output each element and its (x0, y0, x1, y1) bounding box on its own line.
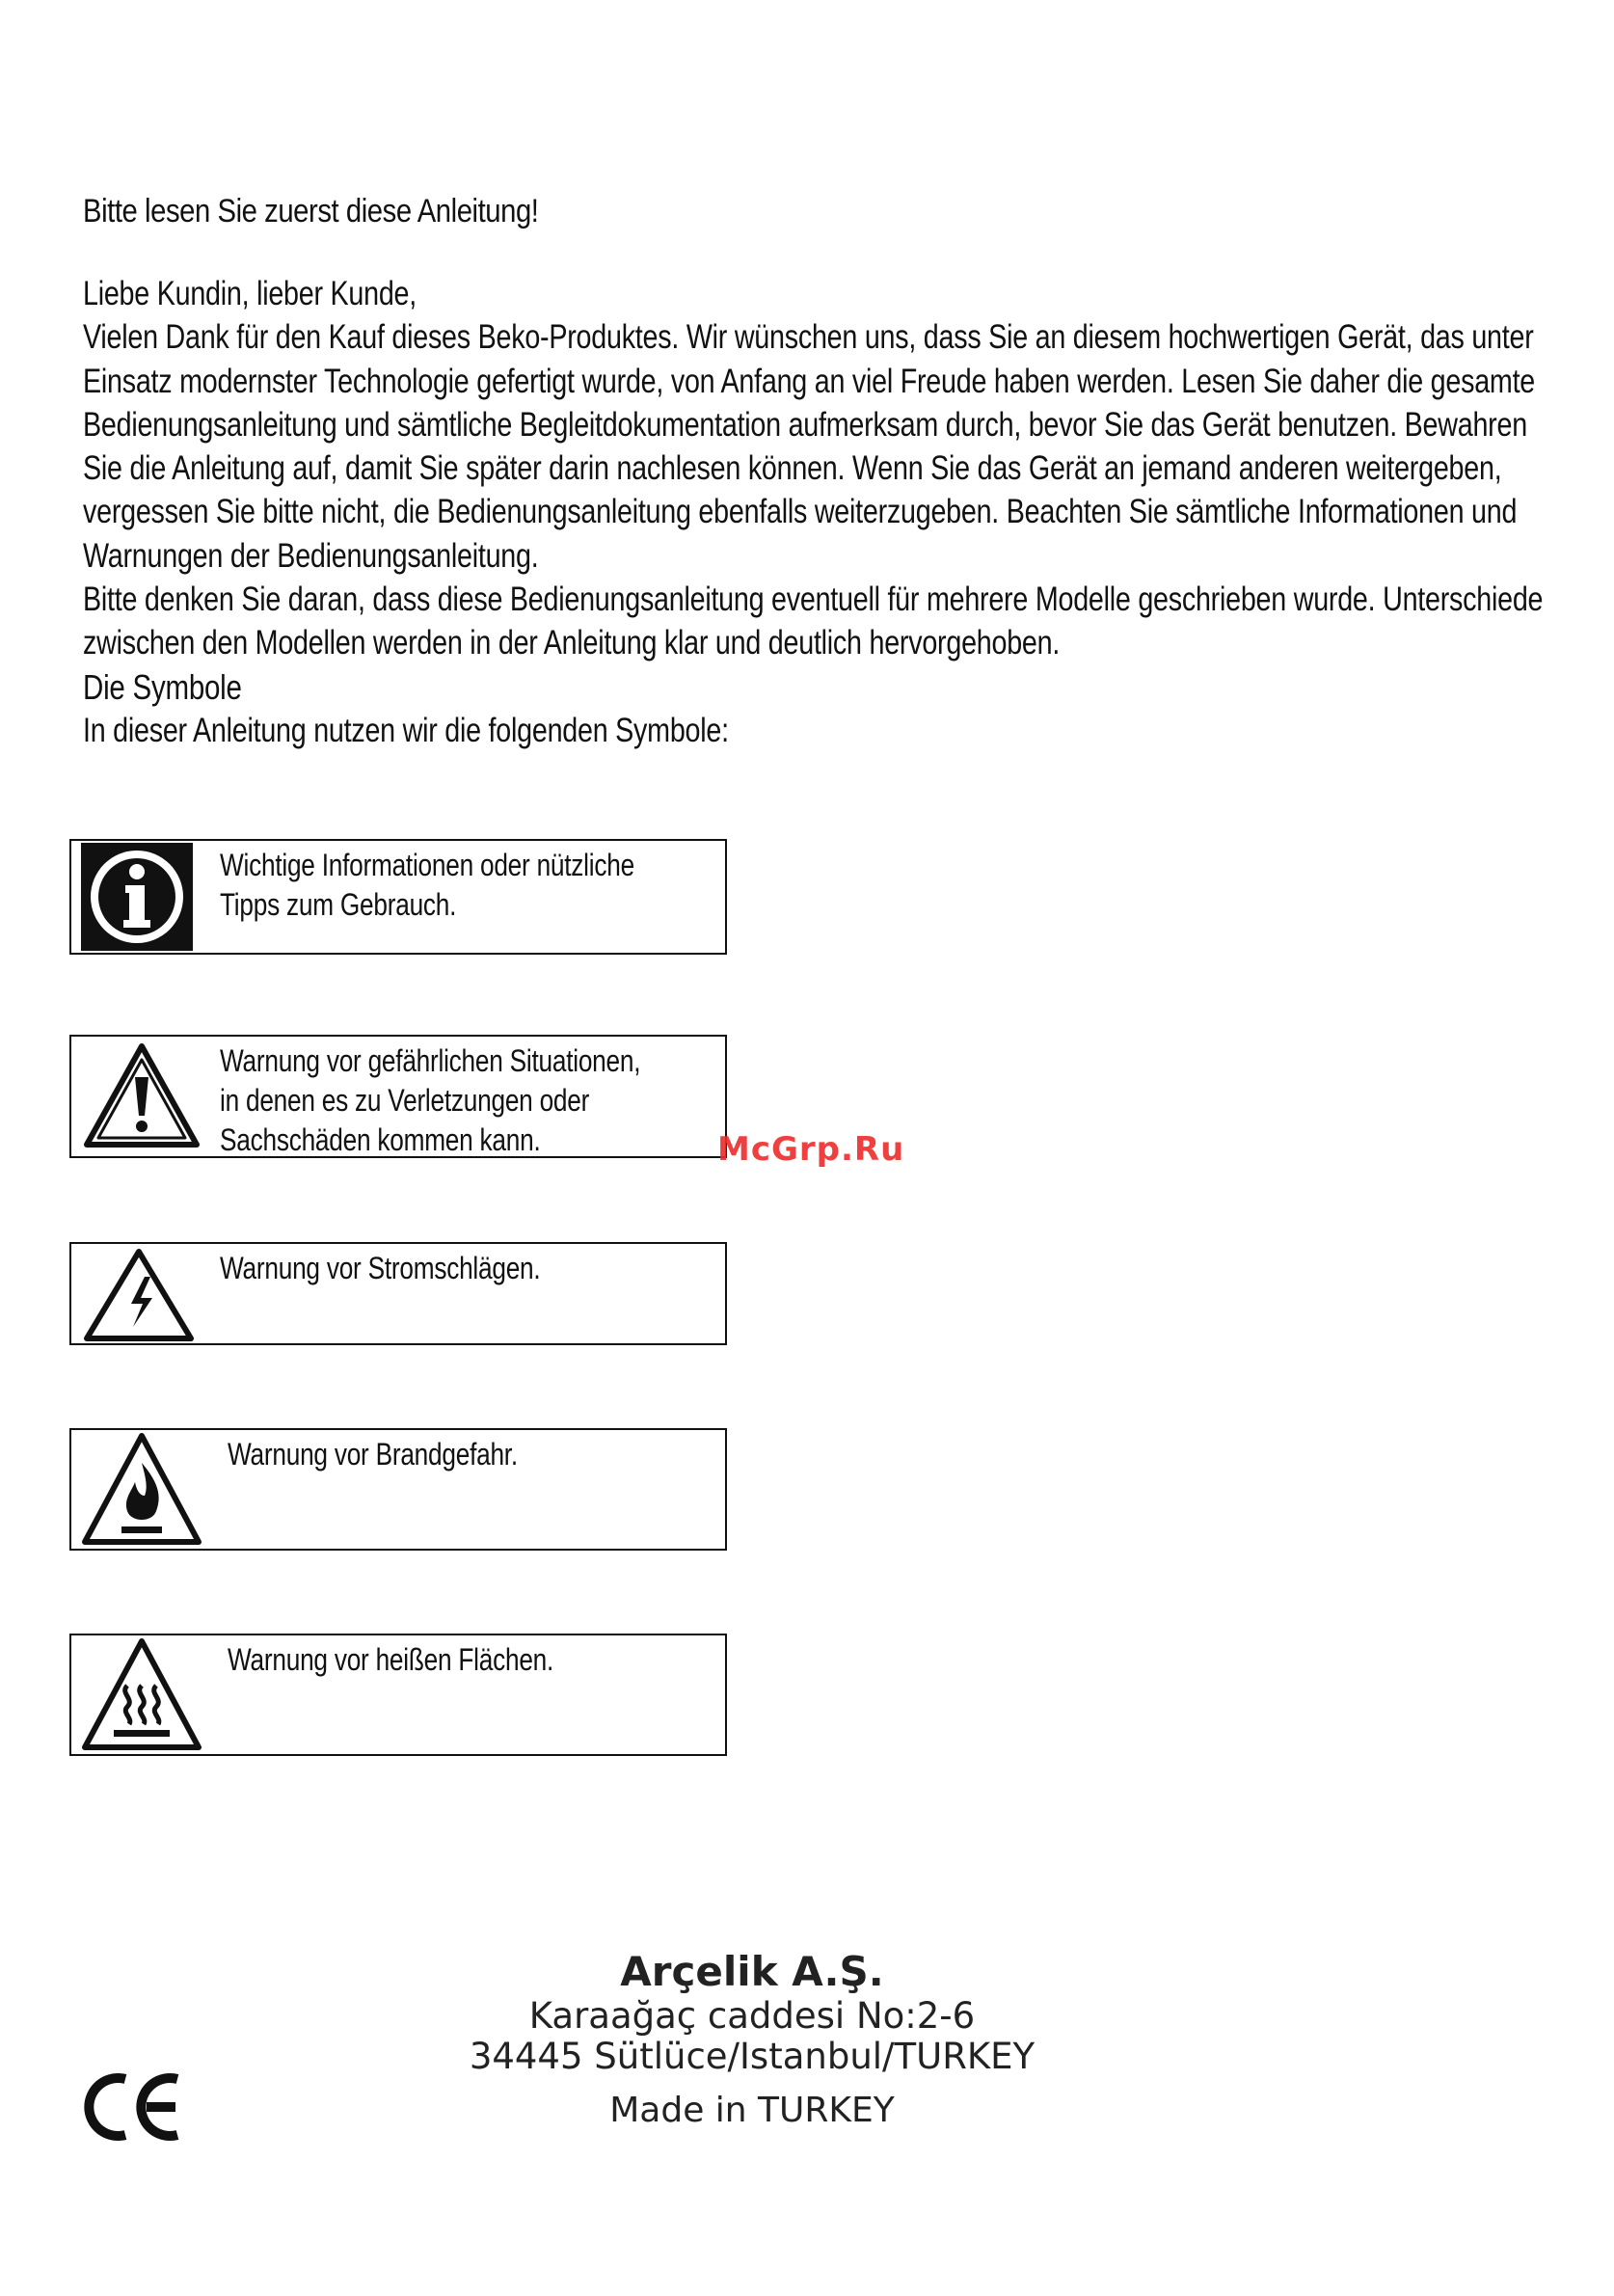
watermark: McGrp.Ru (717, 1130, 905, 1169)
electric-shock-icon (81, 1248, 197, 1342)
symbols-lead: In dieser Anleitung nutzen wir die folgenden Symbole: (83, 711, 729, 749)
intro-text (83, 272, 1553, 752)
warning-exclamation-icon (81, 1040, 202, 1152)
manufacturer-address (463, 1948, 1041, 2131)
symbol-text-info: Wichtige Informationen oder nützliche Tipps zum Gebrauch. (220, 848, 634, 922)
intro-paragraph-1: Vielen Dank für den Kauf dieses Beko-Produktes. Wir wünschen uns, dass Sie an diesem hochwertigen Gerät, das unter Einsatz modernster Technologie gefertigt wurde, von Anfang an viel Freude haben werden. Lesen Sie daher die gesamte Bedienungsanleitung und sämtliche Begleitdokumentation aufmerksam durch, bevor Sie das Gerät benutzen. Bewahren Sie die Anleitung auf, damit Sie später darin nachlesen können. Wenn Sie das Gerät an jemand anderen weitergeben, vergessen Sie bitte nicht, die Bedienungsanleitung ebenfalls weiterzugeben. Beachten Sie sämtliche Informationen und Warnungen der Bedienungsanleitung. (83, 318, 1536, 575)
symbol-text-hot-surface: Warnung vor heißen Flächen. (228, 1642, 554, 1677)
ce-mark-icon (83, 2071, 183, 2143)
symbol-box-hot-surface (69, 1634, 727, 1756)
symbol-text-warning: Warnung vor gefährlichen Situationen, in denen es zu Verletzungen oder Sachschäden kommen kann. (220, 1043, 641, 1157)
intro-paragraph-2: Bitte denken Sie daran, dass diese Bedienungsanleitung eventuell für mehrere Modelle geschrieben wurde. Unterschiede zwischen den Modellen werden in der Anleitung klar und deutlich hervorgehoben. (83, 581, 1544, 662)
symbol-box-electric (69, 1242, 727, 1345)
made-in: Made in TURKEY (609, 2091, 895, 2130)
symbol-box-fire (69, 1428, 727, 1551)
symbol-text-fire: Warnung vor Brandgefahr. (228, 1437, 518, 1472)
hot-surface-icon (81, 1637, 202, 1753)
symbol-box-warning (69, 1035, 727, 1158)
info-icon (81, 843, 193, 951)
city-address: 34445 Sütlüce/Istanbul/TURKEY (469, 2036, 1036, 2077)
street-address: Karaağaç caddesi No:2-6 (528, 1995, 976, 2037)
page-title: Bitte lesen Sie zuerst diese Anleitung! (83, 193, 539, 230)
fire-hazard-icon (81, 1432, 202, 1548)
symbol-box-info (69, 839, 727, 955)
symbol-text-electric: Warnung vor Stromschlägen. (220, 1251, 541, 1285)
symbols-heading: Die Symbole (83, 666, 242, 707)
company-name: Arçelik A.Ş. (620, 1948, 884, 1995)
greeting: Liebe Kundin, lieber Kunde, (83, 275, 417, 312)
